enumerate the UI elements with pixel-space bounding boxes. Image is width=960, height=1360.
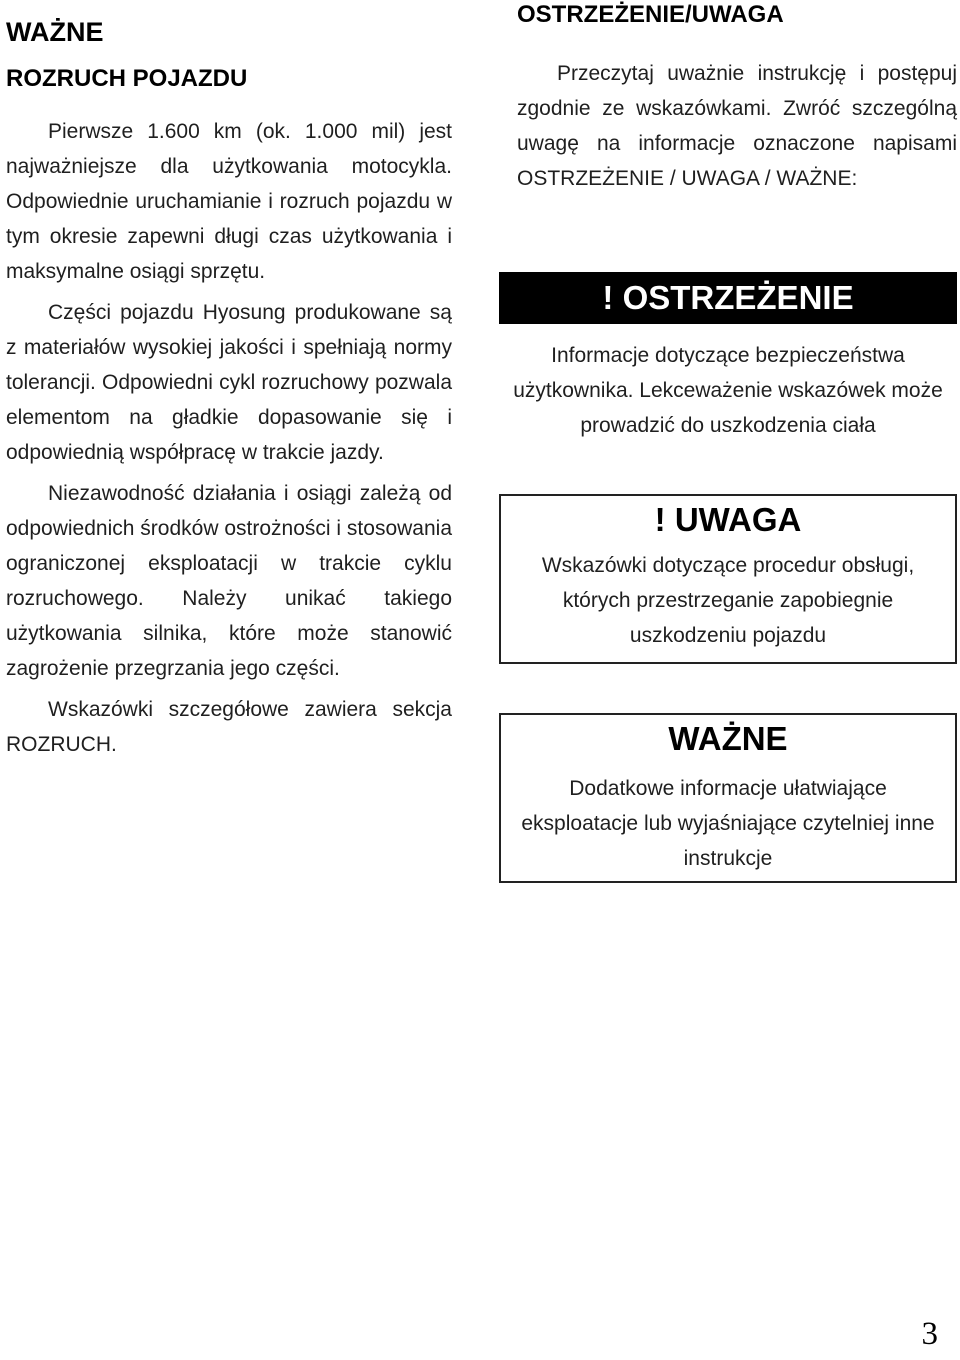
paragraph-break-in: Pierwsze 1.600 km (ok. 1.000 mil) jest najważniejsze dla użytkowania motocykla. Odpowiednie uruchamianie i rozruch pojazdu w tym okresie zapewni długi czas użytkowania i maksymalne osiągi sprzętu. bbox=[6, 120, 452, 283]
important-box-title: WAŻNE bbox=[668, 720, 788, 757]
page-number: 3 bbox=[921, 1316, 938, 1352]
warning-box-title: ! OSTRZEŻENIE bbox=[499, 272, 957, 324]
paragraph-reliability: Niezawodność działania i osiągi zależą od odpowiednich środków ostrożności i stosowania ograniczonej eksploatacji w trakcie cyklu rozruchowego. Należy unikać takiego użytkowania silnika, które może stanowić zagrożenie przegrzania jego części. bbox=[6, 482, 452, 680]
caution-box bbox=[499, 494, 957, 664]
paragraph-details-reference: Wskazówki szczegółowe zawiera sekcja ROZRUCH. bbox=[6, 698, 452, 756]
important-box-text: Dodatkowe informacje ułatwiające eksploatacje lub wyjaśniające czytelniej inne instrukcje bbox=[521, 777, 935, 870]
intro-paragraph: Przeczytaj uważnie instrukcję i postępuj zgodnie ze wskazówkami. Zwróć szczególną uwagę na informacje oznaczone napisami OSTRZEŻENIE / UWAGA / WAŻNE: bbox=[517, 62, 957, 190]
paragraph-parts-quality: Części pojazdu Hyosung produkowane są z materiałów wysokiej jakości i spełniają normy tolerancji. Odpowiedni cykl rozruchowy pozwala elementom na gładkie dopasowanie się i odpowiednią współpracę w trakcie jazdy. bbox=[6, 301, 452, 464]
caution-box-title: ! UWAGA bbox=[654, 501, 802, 538]
caution-box-text: Wskazówki dotyczące procedur obsługi, których przestrzeganie zapobiegnie uszkodzeniu pojazdu bbox=[541, 554, 915, 647]
warning-caution-heading: OSTRZEŻENIE/UWAGA bbox=[517, 1, 784, 28]
section-heading: ROZRUCH POJAZDU bbox=[6, 65, 248, 92]
important-box bbox=[499, 713, 957, 883]
warning-box-text: Informacje dotyczące bezpieczeństwa użytkownika. Lekceważenie wskazówek może prowadzić do uszkodzenia ciała bbox=[513, 344, 943, 437]
right-column bbox=[513, 0, 957, 870]
important-heading: WAŻNE bbox=[6, 17, 104, 47]
left-column bbox=[6, 14, 452, 768]
warning-box bbox=[499, 272, 957, 443]
